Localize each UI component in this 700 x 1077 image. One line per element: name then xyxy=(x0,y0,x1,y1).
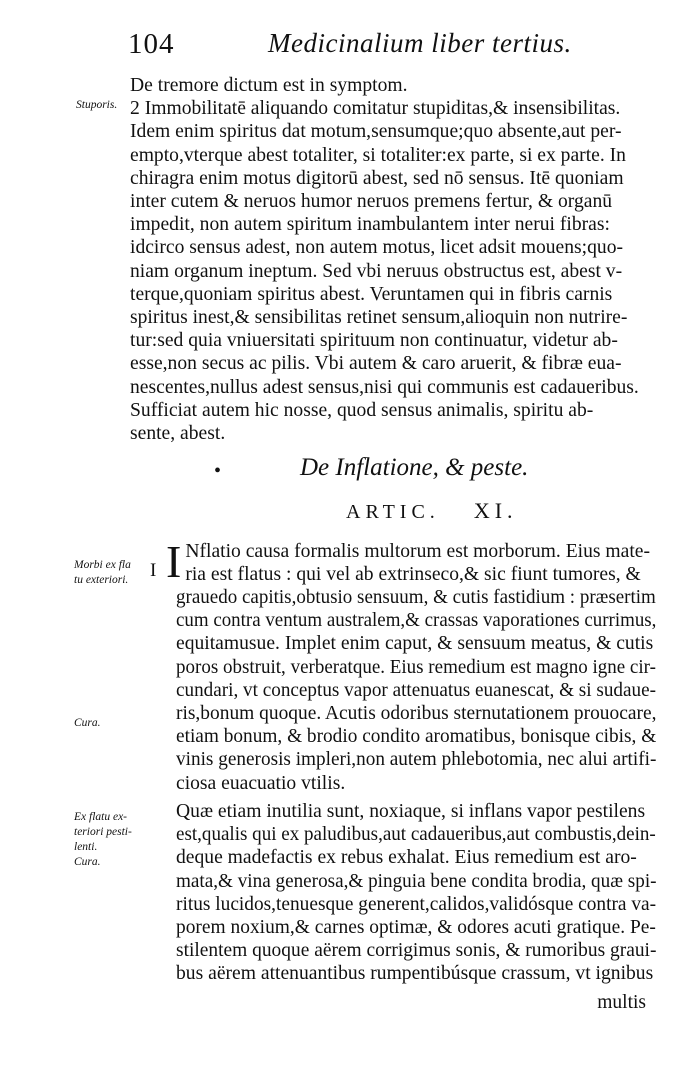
margin-note-ex-flatu xyxy=(74,810,132,870)
text-line: cum contra ventum australem,& crassas vaporationes currimus, xyxy=(176,610,657,632)
text-line: ris,bonum quoque. Acutis odoribus sternutationem prouocare, xyxy=(176,703,657,725)
article-heading xyxy=(346,498,518,524)
paragraph-tremore xyxy=(130,74,656,445)
text-line: chiragra enim motus digitorū abest, sed nō sensus. Itē quoniam xyxy=(130,167,624,189)
margin-note-stuporis: Stuporis. xyxy=(76,99,118,111)
ornament-dot: • xyxy=(214,460,222,482)
text-line: vinis generosis impleri,non autem phlebotomia, nec alui artifi- xyxy=(176,749,657,771)
text-line: tur:sed quia vniuersitati spirituum non continuatur, videtur ab- xyxy=(130,330,618,352)
running-head: Medicinalium liber tertius. xyxy=(268,28,572,58)
margin-note-morbi-line1: Morbi ex fla xyxy=(74,559,131,571)
text-line: Nflatio causa formalis multorum est morborum. Eius mate- xyxy=(185,541,651,562)
text-line: idcirco sensus adest, non autem motus, licet adsit mouens;quo- xyxy=(130,237,624,259)
page-header xyxy=(128,26,688,70)
text-line: grauedo capitis,obtusio sensuum, & cutis fastidium : præsertim xyxy=(176,587,656,608)
text-line: porem noxium,& carnes optimæ, & odores acuti gratique. Pe- xyxy=(176,917,656,939)
text-line: ria est flatus : qui vel ab extrinseco,& sic fiunt tumores, & xyxy=(185,564,641,586)
text-line: etiam bonum, & brodio condito aromatibus, bonisque cibis, & xyxy=(176,726,657,748)
margin-note-ex-flatu-line1: Ex flatu ex- xyxy=(74,811,128,823)
page-number: 104 xyxy=(128,28,175,60)
text-line: Quæ etiam inutilia sunt, noxiaque, si inflans vapor pestilens xyxy=(176,801,646,822)
text-line: esse,non secus ac pilis. Vbi autem & caro aruerit, & fibræ eua- xyxy=(130,353,622,375)
text-line: stilentem quoque aërem corrigimus sonis, & rumoribus graui- xyxy=(176,940,657,962)
paragraph-inflatio xyxy=(166,536,656,587)
article-number: XI. xyxy=(473,498,518,523)
drop-cap: I xyxy=(166,536,182,587)
text-line: niam organum ineptum. Sed vbi neruus obstructus est, abest v- xyxy=(130,260,623,282)
text-line: De tremore dictum est in symptom. xyxy=(130,75,408,96)
catchword: multis xyxy=(597,992,646,1013)
text-line: deque madefactis ex rebus exhalat. Eius remedium est aro- xyxy=(176,847,637,869)
paragraph-inflatio-cont xyxy=(176,586,656,795)
margin-note-ex-flatu-line2: teriori pesti- xyxy=(74,826,132,838)
text-line: cundari, vt conceptus vapor attenuatus euanescat, & si sudaue- xyxy=(176,679,656,701)
text-line: nescentes,nullus adest sensus,nisi qui communis est cadaueribus. xyxy=(130,376,639,398)
section-title: De Inflatione, & peste. xyxy=(300,454,529,481)
text-line: ciosa euacuatio vtilis. xyxy=(176,772,346,794)
margin-note-morbi xyxy=(74,558,131,588)
text-line: terque,quoniam spiritus abest. Veruntamen qui in fibris carnis xyxy=(130,283,613,305)
text-line: poros obstruit, verberatque. Eius remedium est magno igne cir- xyxy=(176,656,656,678)
text-line: Sufficiat autem hic nosse, quod sensus animalis, spiritu ab- xyxy=(130,399,594,421)
text-line: inter cutem & neruos humor neruos premens fertur, & organū xyxy=(130,191,613,213)
margin-note-morbi-line2: tu exteriori. xyxy=(74,574,129,586)
text-line: impedit, non autem spiritum inambulantem inter nerui fibras: xyxy=(130,214,610,236)
margin-note-cura-1: Cura. xyxy=(74,717,101,729)
article-label: ARTIC. xyxy=(346,501,440,523)
text-line: bus aërem attenuantibus rumpentibúsque crassum, vt ignibus xyxy=(176,963,654,985)
text-line: 2 Immobilitatē aliquando comitatur stupiditas,& insensibilitas. xyxy=(130,98,621,120)
text-line: equitamusue. Implet enim caput, & sensuum meatus, & cutis xyxy=(176,633,654,655)
text-line: Idem enim spiritus dat motum,sensumque;quo absente,aut per- xyxy=(130,121,622,143)
article-marker: I xyxy=(150,560,157,581)
text-line: est,qualis qui ex paludibus,aut cadaueribus,aut combustis,dein- xyxy=(176,824,656,846)
text-line: mata,& vina generosa,& pinguia bene condita brodia, quæ spi- xyxy=(176,870,657,892)
text-line: empto,vterque abest totaliter, si totaliter:ex parte, si ex parte. In xyxy=(130,144,626,166)
text-line: spiritus inest,& sensibilitas retinet sensum,alioquin non nutrire- xyxy=(130,307,628,329)
margin-note-cura-2: Cura. xyxy=(74,856,101,868)
text-line: sente, abest. xyxy=(130,423,226,445)
text-line: ritus lucidos,tenuesque generent,calidos,validósque contra va- xyxy=(176,893,657,915)
margin-note-ex-flatu-line3: lenti. xyxy=(74,841,98,853)
paragraph-pestilens xyxy=(176,800,656,986)
